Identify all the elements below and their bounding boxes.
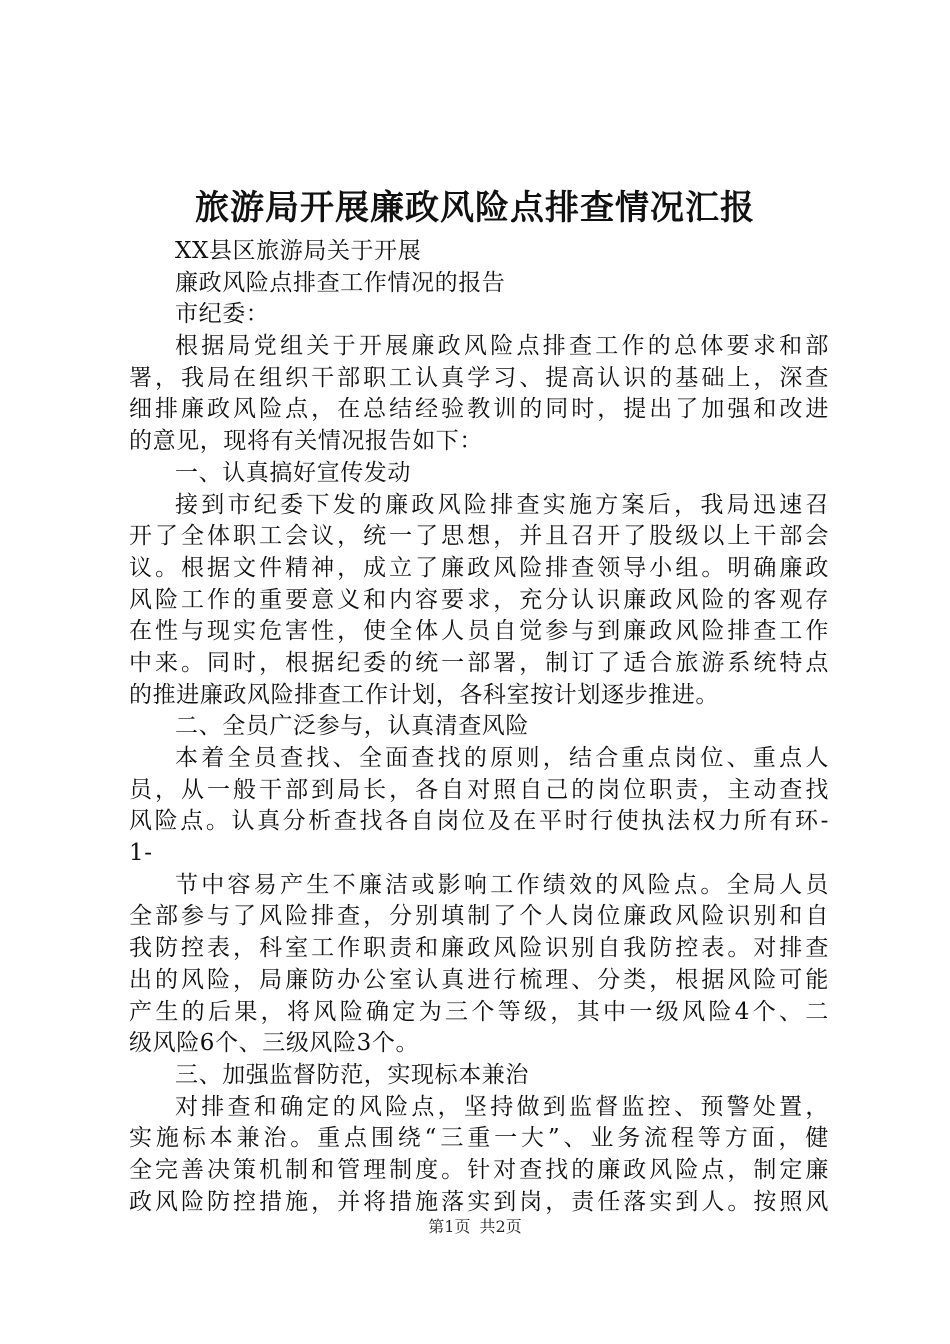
body-line: 节中容易产生不廉洁或影响工作绩效的风险点。全局人员	[175, 871, 829, 898]
body-line: 出的风险，局廉防办公室认真进行梳理、分类，根据风险可能	[129, 966, 829, 993]
body-line: 二、全员广泛参与，认真清查风险	[175, 713, 529, 740]
body-line: 风险工作的重要意义和内容要求，充分认识廉政风险的客观存	[129, 586, 829, 613]
body-line: 全完善决策机制和管理制度。针对查找的廉政风险点，制定廉	[129, 1156, 829, 1183]
body-line: 一、认真搞好宣传发动	[175, 459, 411, 486]
body-line: 议。根据文件精神，成立了廉政风险排查领导小组。明确廉政	[129, 554, 829, 581]
body-line: 根据局党组关于开展廉政风险点排查工作的总体要求和部	[175, 333, 829, 360]
body-line: 中来。同时，根据纪委的统一部署，制订了适合旅游系统特点	[129, 649, 829, 676]
body-line: 产生的后果，将风险确定为三个等级，其中一级风险4个、二	[129, 998, 829, 1025]
page-number: 第1页	[428, 1217, 471, 1236]
body-line: 接到市纪委下发的廉政风险排查实施方案后，我局迅速召	[175, 491, 829, 518]
body-line: 三、加强监督防范，实现标本兼治	[175, 1061, 529, 1088]
body-line: 署，我局在组织干部职工认真学习、提高认识的基础上，深查	[129, 364, 829, 391]
body-line: 全部参与了风险排查，分别填制了个人岗位廉政风险识别和自	[129, 903, 829, 930]
body-line: 在性与现实危害性，使全体人员自觉参与到廉政风险排查工作	[129, 618, 829, 645]
body-line: 的意见，现将有关情况报告如下：	[129, 428, 483, 455]
body-line: 风险点。认真分析查找各自岗位及在平时行使执法权力所有环-	[129, 808, 829, 835]
body-line: 实施标本兼治。重点围绕“三重一大”、业务流程等方面，健	[129, 1125, 829, 1152]
body-line: 对排查和确定的风险点，坚持做到监督监控、预警处置，	[175, 1093, 829, 1120]
body-line: 本着全员查找、全面查找的原则，结合重点岗位、重点人	[175, 745, 829, 771]
body-line: 1-	[129, 840, 153, 867]
body-line: XX县区旅游局关于开展	[175, 238, 422, 264]
document-body	[129, 236, 829, 1218]
body-line: 开了全体职工会议，统一了思想，并且召开了股级以上干部会	[129, 523, 829, 550]
page-footer	[0, 1216, 950, 1238]
body-line: 政风险防控措施，并将措施落实到岗，责任落实到人。按照风	[129, 1188, 829, 1215]
body-line: 员，从一般干部到局长，各自对照自己的岗位职责，主动查找	[129, 776, 829, 803]
body-line: 级风险6个、三级风险3个。	[129, 1030, 420, 1057]
body-line: 我防控表，科室工作职责和廉政风险识别自我防控表。对排查	[129, 935, 829, 962]
body-line: 廉政风险点排查工作情况的报告	[175, 269, 506, 296]
document-title: 旅游局开展廉政风险点排查情况汇报	[195, 188, 755, 228]
body-line: 市纪委：	[175, 301, 270, 328]
body-line: 的推进廉政风险排查工作计划，各科室按计划逐步推进。	[129, 681, 719, 708]
body-line: 细排廉政风险点，在总结经验教训的同时，提出了加强和改进	[129, 396, 829, 423]
page-total: 共2页	[479, 1217, 522, 1236]
